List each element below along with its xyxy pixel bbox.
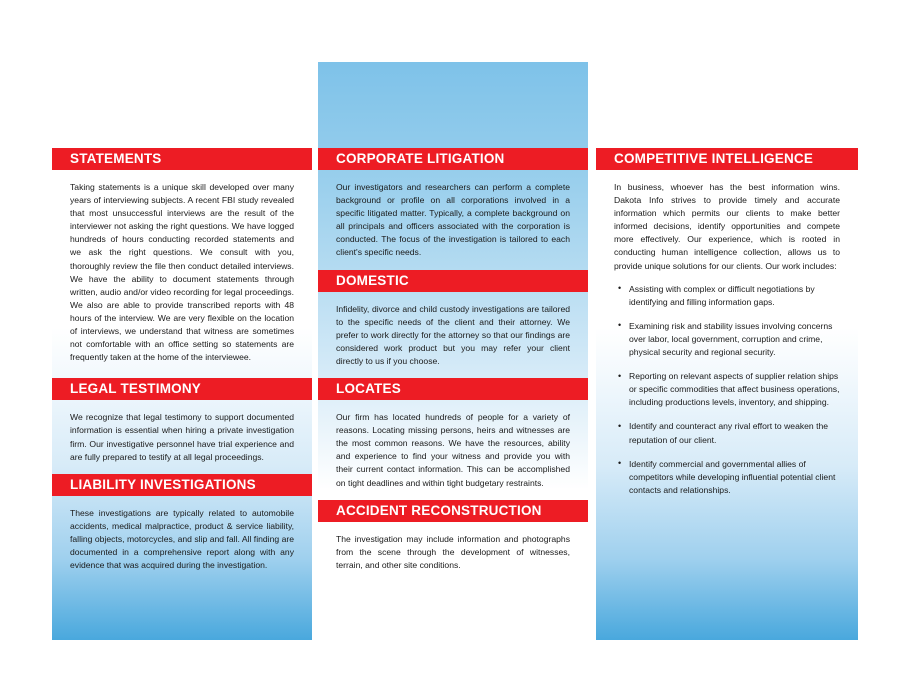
section-header-legal-testimony: LEGAL TESTIMONY [52,378,312,400]
section-body-corporate-litigation: Our investigators and researchers can perform a complete background or profile on all corporations involved in a specific litigated matter. Typically, a complete background on all principals and officers associated with the corporation is conducted. The focus of the investigation is tailored to each client's specific needs. [336,182,570,258]
section-spacer [318,490,588,500]
competitive-intelligence-bullet-list [596,273,858,497]
section-spacer [52,364,312,378]
panel-right-top-spacer [596,62,858,148]
section-header-corporate-litigation: CORPORATE LITIGATION [318,148,588,170]
list-item: • Identify commercial and governmental allies of competitors while developing influential potential client contacts and relationships. [618,458,842,497]
list-item: • Assisting with complex or difficult negotiations by identifying and filling information gaps. [618,283,842,309]
section-spacer [318,368,588,378]
section-header-accident-reconstruction: ACCIDENT RECONSTRUCTION [318,500,588,522]
panel-middle-top-spacer [318,62,588,148]
section-body-locates: Our firm has located hundreds of people for a variety of reasons. Locating missing persons, heirs and witnesses are the most common reasons. We have the resources, ability and experience to find your witness and provide you with their current contact information. This can be accomplished on tight deadlines and within tight budgetary restraints. [336,412,570,488]
section-spacer [52,464,312,474]
section-spacer [318,260,588,270]
brochure-panel-middle [318,62,588,640]
section-header-liability-investigations: LIABILITY INVESTIGATIONS [52,474,312,496]
section-body-legal-testimony: We recognize that legal testimony to support documented information is essential when hiring a private investigation firm. Our investigative personnel have trial experience and are fully prepared to testify at all legal proceedings. [70,412,294,462]
section-body-liability-investigations: These investigations are typically related to automobile accidents, medical malpractice, product & service liability, falling objects, motorcycles, and slip and fall. All finding are documented in a comprehensive report along with any evidence that was acquired during the investigation. [70,507,294,571]
section-body-accident-reconstruction: The investigation may include information and photographs from the scene through the development of witnesses, terrain, and other site conditions. [336,533,570,570]
section-header-domestic: DOMESTIC [318,270,588,292]
list-item: • Reporting on relevant aspects of supplier relation ships or specific commodities that affect business operations, including productions levels, inventory, and shipping. [618,370,842,409]
section-header-competitive-intelligence: COMPETITIVE INTELLIGENCE [596,148,858,170]
section-body-statements: Taking statements is a unique skill developed over many years of interviewing subjects. A recent FBI study revealed that most unsuccessful interviews are the result of the interviewer not asking the right questions. We have logged hundreds of hours conducting recorded statements and we ask the right questions. We consult with you, thoroughly review the file then conduct detailed interviews. We have the ability to document statements through written, audio and/or video recording for legal proceedings. We also are able to provide transcribed reports with 48 hours of the interview. We are very flexible on the location of interviews, we understand that witness are sometimes not comfortable with an office setting so statements are frequently taken at the home of the interviewee. [70,182,294,363]
section-header-statements: STATEMENTS [52,148,312,170]
section-body-domestic: Infidelity, divorce and child custody investigations are tailored to the specific needs of the client and their attorney. We prefer to work directly for the attorney so that our findings are considered work product but you may refer your client directly to us if you choose. [336,303,570,366]
list-item: • Identify and counteract any rival effort to weaken the reputation of our client. [618,420,842,446]
list-item: • Examining risk and stability issues involving concerns over labor, local government, corruption and crime, physical security and regional security. [618,320,842,359]
brochure-panel-left [52,62,312,640]
section-body-competitive-intelligence: In business, whoever has the best information wins. Dakota Info strives to provide timely and accurate information which permits our clients to make better informed decisions, identify opportunities and compete more effectively. Our experience, which is rooted in conducting human intelligence collection, allows us to provide unique solutions for our clients. Our work includes: [614,182,840,271]
panel-left-top-spacer [52,62,312,148]
section-header-locates: LOCATES [318,378,588,400]
brochure-panel-right [596,62,858,640]
